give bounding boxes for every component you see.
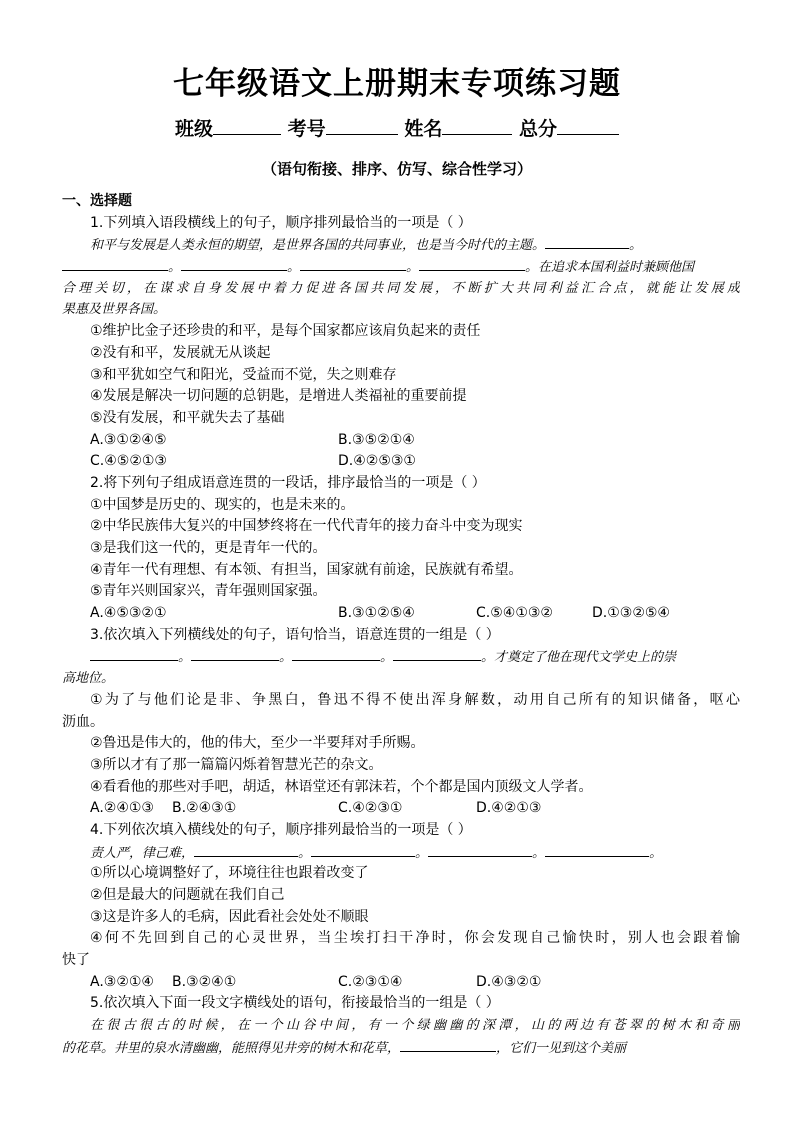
number-label: 考号 <box>287 118 326 140</box>
q4-item: ④何不先回到自己的心灵世界，当尘埃打扫干净时，你会发现自己愉快时，别人也会跟着愉 <box>90 930 740 947</box>
q2-stem: 2.将下列句子组成语意连贯的一段话，排序最恰当的一项是（ ） <box>90 474 486 491</box>
q5-stem: 5.依次填入下面一段文字横线处的语句，衔接最恰当的一组是（ ） <box>90 995 500 1012</box>
q1-item: ⑤没有发展，和平就失去了基础 <box>90 409 285 426</box>
q1-item: ④发展是解决一切问题的总钥匙，是增进人类福祉的重要前提 <box>90 388 467 405</box>
option-d[interactable]: D.①③②⑤④ <box>592 605 670 622</box>
option-a[interactable]: A.②④①③ <box>90 800 154 817</box>
option-b[interactable]: B.②④③① <box>172 800 237 817</box>
q3-item: ④看看他的那些对手吧，胡适，林语堂还有郭沫若，个个都是国内顶级文人学者。 <box>90 778 593 795</box>
answer-blank[interactable] <box>90 646 178 661</box>
option-b[interactable]: B.③②④① <box>172 973 237 990</box>
q3-item: ②鲁迅是伟大的，他的伟大，至少一半要拜对手所赐。 <box>90 735 425 752</box>
class-label: 班级 <box>175 118 214 140</box>
answer-blank[interactable] <box>393 646 481 661</box>
q1-passage-line: 和平与发展是人类永恒的期望，是世界各国的共同事业，也是当今时代的主题。 。 <box>62 234 740 256</box>
q4-stem: 4.下列依次填入横线处的句子，顺序排列最恰当的一项是（ ） <box>90 821 472 838</box>
q3-item: ①为了与他们论是非、争黑白，鲁迅不得不使出浑身解数，动用自己所有的知识储备，呕心 <box>90 691 740 708</box>
option-d[interactable]: D.④②⑤③① <box>338 453 416 470</box>
answer-blank[interactable] <box>311 842 415 857</box>
question-content <box>62 191 740 1059</box>
option-d[interactable]: D.④②①③ <box>476 800 542 817</box>
answer-blank[interactable] <box>194 842 298 857</box>
q5-passage-line: 的花草。井里的泉水清幽幽，能照得见井旁的树木和花草， ，它们一见到这个美丽 <box>62 1037 740 1059</box>
number-blank[interactable] <box>326 116 398 135</box>
answer-blank[interactable] <box>545 234 629 249</box>
student-info-line <box>0 116 794 142</box>
name-blank[interactable] <box>442 116 512 135</box>
option-b[interactable]: B.③①②⑤④ <box>338 605 415 622</box>
q4-passage-line: 责人严，律己难， 。 。 。 。 <box>62 842 740 864</box>
q1-stem: 1.下列填入语段横线上的句子，顺序排列最恰当的一项是（ ） <box>90 214 472 231</box>
answer-blank[interactable] <box>428 842 532 857</box>
page-title: 七年级语文上册期末专项练习题 <box>173 66 621 102</box>
q4-item: ①所以心境调整好了，环境往往也跟着改变了 <box>90 865 369 882</box>
q4-item: ②但是最大的问题就在我们自己 <box>90 887 285 903</box>
option-a[interactable]: A.③①②④⑤ <box>90 431 167 448</box>
option-c[interactable]: C.⑤④①③② <box>476 605 553 622</box>
q1-passage-line: 。 。 。 。在追求本国利益时兼顾他国 <box>62 256 740 278</box>
q3-item: ③所以才有了那一篇篇闪烁着智慧光芒的杂文。 <box>90 756 383 773</box>
option-c[interactable]: C.②③①④ <box>338 973 403 990</box>
q4-options-row <box>62 972 740 994</box>
option-a[interactable]: A.③②①④ <box>90 973 154 990</box>
q3-passage-line: 高地位。 <box>62 671 115 687</box>
option-c[interactable]: C.④⑤②①③ <box>90 453 167 470</box>
q1-item: ③和平犹如空气和阳光，受益而不觉，失之则难存 <box>90 366 397 383</box>
score-blank[interactable] <box>557 116 619 135</box>
option-c[interactable]: C.④②③① <box>338 800 403 817</box>
answer-blank[interactable] <box>292 646 380 661</box>
q5-passage-line: 在很古很古的时候，在一个山谷中间，有一个绿幽幽的深潭，山的两边有苍翠的树木和奇丽 <box>90 1018 740 1034</box>
q2-options-row <box>62 603 740 625</box>
q2-item: ③是我们这一代的，更是青年一代的。 <box>90 540 327 556</box>
q1-passage-line: 果惠及世界各国。 <box>62 302 167 318</box>
answer-blank[interactable] <box>62 256 168 271</box>
name-label: 姓名 <box>404 118 443 140</box>
q3-options-row <box>62 798 740 820</box>
q2-item: ②中华民族伟大复兴的中国梦终将在一代代青年的接力奋斗中变为现实 <box>90 518 523 535</box>
q1-options-row <box>62 430 740 452</box>
q4-item: 快了 <box>62 952 90 969</box>
section-heading: 一、选择题 <box>62 193 132 209</box>
q1-passage-line: 合理关切，在谋求自身发展中着力促进各国共同发展，不断扩大共同利益汇合点，就能让发展成 <box>62 280 740 296</box>
q1-item: ①维护比金子还珍贵的和平，是每个国家都应该肩负起来的责任 <box>90 323 481 340</box>
q1-item: ②没有和平，发展就无从谈起 <box>90 344 271 361</box>
class-blank[interactable] <box>213 116 281 135</box>
page-subtitle: （语句衔接、排序、仿写、综合性学习） <box>261 160 532 178</box>
answer-blank[interactable] <box>300 256 406 271</box>
q2-item: ⑤青年兴则国家兴，青年强则国家强。 <box>90 583 327 600</box>
answer-blank[interactable] <box>191 646 279 661</box>
option-b[interactable]: B.③⑤②①④ <box>338 431 415 448</box>
answer-blank[interactable] <box>400 1037 496 1052</box>
answer-blank[interactable] <box>545 842 649 857</box>
q4-item: ③这是许多人的毛病，因此看社会处处不顺眼 <box>90 908 369 925</box>
option-d[interactable]: D.④③②① <box>476 973 542 990</box>
q1-options-row <box>62 451 740 473</box>
option-a[interactable]: A.④⑤③②① <box>90 605 167 622</box>
score-label: 总分 <box>518 118 557 140</box>
answer-blank[interactable] <box>419 256 525 271</box>
q2-item: ①中国梦是历史的、现实的，也是未来的。 <box>90 496 355 513</box>
answer-blank[interactable] <box>181 256 287 271</box>
q3-stem: 3.依次填入下列横线处的句子，语句恰当，语意连贯的一组是（ ） <box>90 626 500 643</box>
q3-item: 沥血。 <box>62 713 104 730</box>
q2-item: ④青年一代有理想、有本领、有担当，国家就有前途，民族就有希望。 <box>90 561 523 578</box>
q3-passage-line: 。 。 。 。才奠定了他在现代文学史上的崇 <box>62 646 740 668</box>
